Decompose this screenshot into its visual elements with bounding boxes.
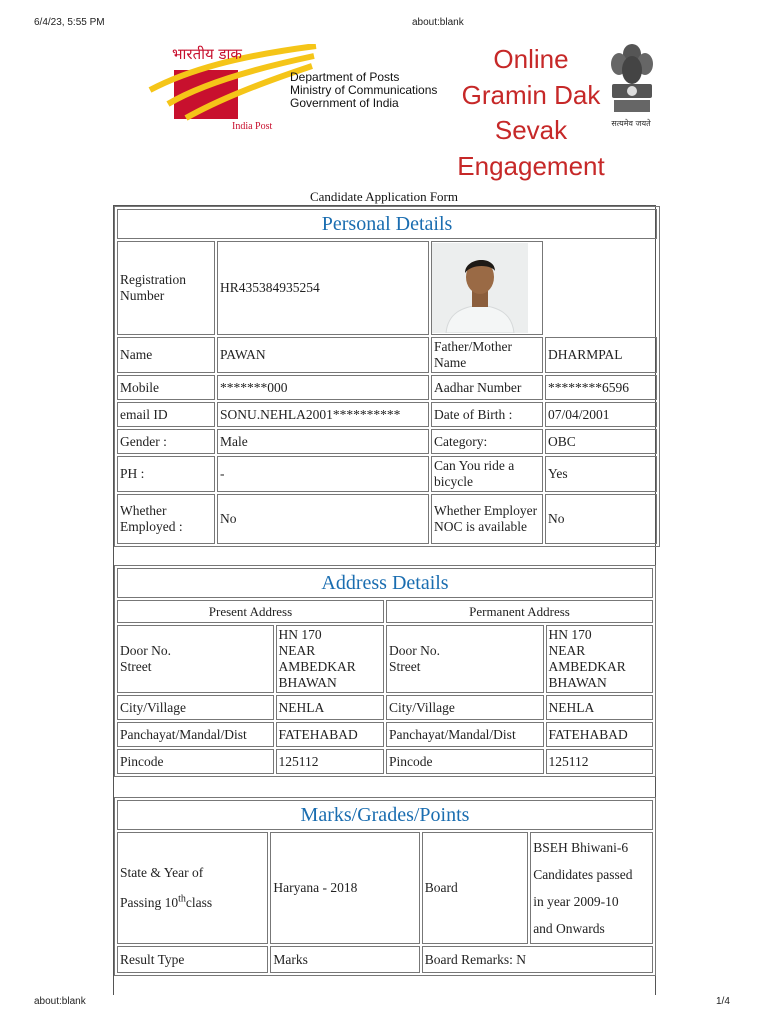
state-emblem-icon xyxy=(604,40,660,130)
result-type-value: Marks xyxy=(270,946,419,973)
photo-cell xyxy=(431,241,543,335)
candidate-photo xyxy=(432,243,528,333)
permanent-address-heading: Permanent Address xyxy=(386,600,653,623)
personal-details-table xyxy=(114,206,660,547)
present-panchayat-label: Panchayat/Mandal/Dist xyxy=(117,722,274,747)
name-label: Name xyxy=(117,337,215,373)
permanent-door-label: Door No. Street xyxy=(386,625,544,693)
mobile-value: *******000 xyxy=(217,375,429,400)
permanent-city-value: NEHLA xyxy=(546,695,653,720)
marks-table xyxy=(114,797,656,976)
ph-label: PH : xyxy=(117,456,215,492)
board-label: Board xyxy=(422,832,528,944)
logo-caption: India Post xyxy=(232,121,273,132)
noc-value: No xyxy=(545,494,657,544)
print-datetime: 6/4/23, 5:55 PM xyxy=(34,17,105,28)
permanent-pincode-label: Pincode xyxy=(386,749,544,774)
state-year-label: State & Year of Passing 10thclass xyxy=(117,832,268,944)
marks-heading: Marks/Grades/Points xyxy=(117,800,653,830)
email-value: SONU.NEHLA2001********** xyxy=(217,402,429,427)
bicycle-label: Can You ride a bicycle xyxy=(431,456,543,492)
board-remarks: Board Remarks: N xyxy=(422,946,653,973)
present-door-label: Door No. Street xyxy=(117,625,274,693)
page-title: Online Gramin Dak Sevak Engagement xyxy=(457,44,605,181)
present-pincode-label: Pincode xyxy=(117,749,274,774)
gender-value: Male xyxy=(217,429,429,454)
bicycle-value: Yes xyxy=(545,456,657,492)
address-details-table xyxy=(114,565,656,777)
registration-label: Registration Number xyxy=(117,241,215,335)
permanent-door-value: HN 170 NEAR AMBEDKAR BHAWAN xyxy=(546,625,653,693)
footer-url: about:blank xyxy=(34,996,86,1007)
father-value: DHARMPAL xyxy=(545,337,657,373)
present-city-label: City/Village xyxy=(117,695,274,720)
permanent-panchayat-label: Panchayat/Mandal/Dist xyxy=(386,722,544,747)
logo-hindi-text: भारतीय डाक xyxy=(172,45,242,63)
state-year-value: Haryana - 2018 xyxy=(270,832,419,944)
ph-value: - xyxy=(217,456,429,492)
category-value: OBC xyxy=(545,429,657,454)
department-name: Department of Posts Ministry of Communications Government of India xyxy=(290,70,438,110)
permanent-city-label: City/Village xyxy=(386,695,544,720)
emblem-caption: सत्यमेव जयते xyxy=(611,119,651,128)
mobile-label: Mobile xyxy=(117,375,215,400)
board-value: BSEH Bhiwani-6 Candidates passed in year 2009-10 and Onwards xyxy=(530,832,653,944)
aadhar-value: ********6596 xyxy=(545,375,657,400)
category-label: Category: xyxy=(431,429,543,454)
address-details-heading: Address Details xyxy=(117,568,653,598)
father-label: Father/Mother Name xyxy=(431,337,543,373)
registration-value: HR435384935254 xyxy=(217,241,429,335)
gender-label: Gender : xyxy=(117,429,215,454)
page-number: 1/4 xyxy=(716,996,730,1007)
permanent-pincode-value: 125112 xyxy=(546,749,653,774)
name-value: PAWAN xyxy=(217,337,429,373)
present-pincode-value: 125112 xyxy=(276,749,384,774)
employed-value: No xyxy=(217,494,429,544)
email-label: email ID xyxy=(117,402,215,427)
present-address-heading: Present Address xyxy=(117,600,384,623)
employed-label: Whether Employed : xyxy=(117,494,215,544)
aadhar-label: Aadhar Number xyxy=(431,375,543,400)
dob-label: Date of Birth : xyxy=(431,402,543,427)
permanent-panchayat-value: FATEHABAD xyxy=(546,722,653,747)
present-panchayat-value: FATEHABAD xyxy=(276,722,384,747)
print-url: about:blank xyxy=(412,17,464,28)
result-type-label: Result Type xyxy=(117,946,268,973)
present-city-value: NEHLA xyxy=(276,695,384,720)
noc-label: Whether Employer NOC is available xyxy=(431,494,543,544)
present-door-value: HN 170 NEAR AMBEDKAR BHAWAN xyxy=(276,625,384,693)
form-title: Candidate Application Form xyxy=(309,189,459,204)
personal-details-heading: Personal Details xyxy=(117,209,657,239)
dob-value: 07/04/2001 xyxy=(545,402,657,427)
